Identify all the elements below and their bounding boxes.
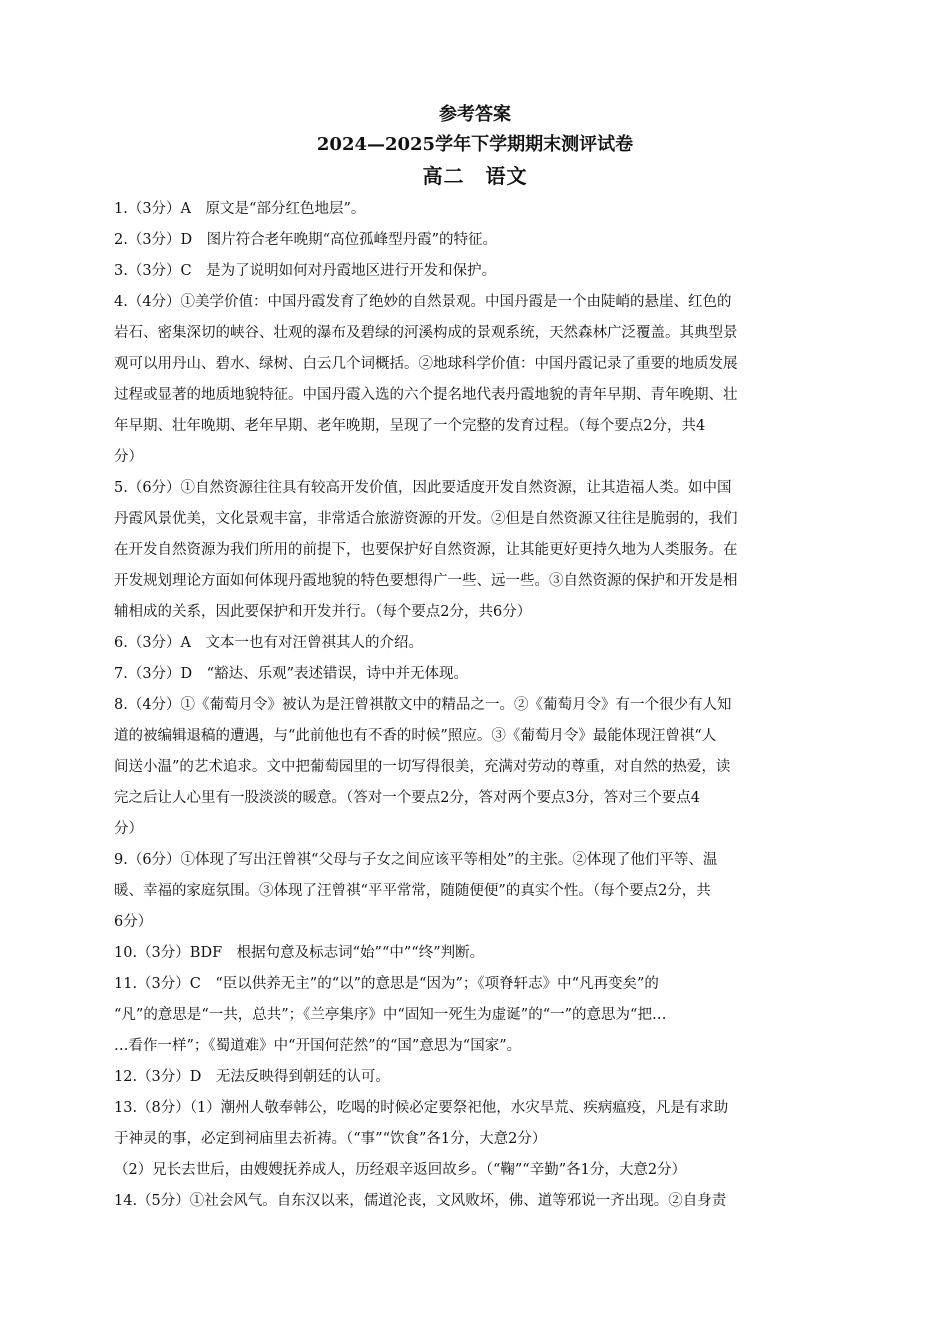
- answer-line: 9.（6分）①体现了写出汪曾祺“父母与子女之间应该平等相处”的主张。②体现了他们平等、温: [114, 852, 718, 868]
- answer-line: 间送小温”的艺术追求。文中把葡萄园里的一切写得很美，充满对劳动的尊重，对自然的热爱，读: [114, 759, 731, 775]
- answer-line: 14.（5分）①社会风气。自东汉以来，儒道沦丧，文风败坏，佛、道等邪说一齐出现。②自身责: [114, 1193, 727, 1209]
- answer-line: “凡”的意思是“一共，总共”；《兰亭集序》中“固知一死生为虚诞”的“一”的意思为“把…: [114, 1007, 667, 1023]
- answer-line: （2）兄长去世后，由嫂嫂抚养成人，历经艰辛返回故乡。（“鞠”“辛勤”各1分，大意2分）: [114, 1162, 687, 1178]
- answer-line: 7.（3分）D “豁达、乐观”表述错误，诗中并无体现。: [114, 666, 469, 682]
- answer-line: 丹霞风景优美，文化景观丰富，非常适合旅游资源的开发。②但是自然资源又往往是脆弱的，我们: [114, 511, 738, 527]
- answer-line: 分）: [114, 449, 143, 465]
- answer-line: 道的被编辑退稿的遭遇，与“此前他也有不香的时候”照应。③《葡萄月令》最能体现汪曾祺“人: [114, 728, 717, 744]
- exam-title: 2024—2025学年下学期期末测评试卷: [316, 134, 634, 155]
- answer-line: 2.（3分）D 图片符合老年晚期“高位孤峰型丹霞”的特征。: [114, 232, 498, 248]
- answer-line: 完之后让人心里有一股淡淡的暖意。（答对一个要点2分，答对两个要点3分，答对三个要点4: [114, 790, 700, 806]
- answer-line: 12.（3分）D 无法反映得到朝廷的认可。: [114, 1069, 390, 1085]
- answer-line: 5.（6分）①自然资源往往具有较高开发价值，因此要适度开发自然资源，让其造福人类。如中国: [114, 480, 732, 496]
- title-block: [0, 100, 950, 192]
- page-title: 参考答案: [439, 104, 511, 125]
- answer-line: 暖、幸福的家庭氛围。③体现了汪曾祺“平平常常，随随便便”的真实个性。（每个要点2分，共: [114, 883, 711, 899]
- answer-line: 6.（3分）A 文本一也有对汪曾祺其人的介绍。: [114, 635, 424, 651]
- answer-line: 1.（3分）A 原文是“部分红色地层”。: [114, 201, 366, 217]
- answer-line: 年早期、壮年晚期、老年早期、老年晚期，呈现了一个完整的发育过程。（每个要点2分，共4: [114, 418, 706, 434]
- answer-line: 观可以用丹山、碧水、绿树、白云几个词概括。②地球科学价值：中国丹霞记录了重要的地质发展: [114, 356, 738, 372]
- answer-body: [114, 194, 836, 1217]
- answer-line: 辅相成的关系，因此要保护和开发并行。（每个要点2分，共6分）: [114, 604, 532, 620]
- answer-line: …看作一样”；《蜀道难》中“开国何茫然”的“国”意思为“国家”。: [114, 1038, 522, 1054]
- answer-line: 6分）: [114, 914, 153, 930]
- answer-line: 3.（3分）C 是为了说明如何对丹霞地区进行开发和保护。: [114, 263, 497, 279]
- answer-line: 在开发自然资源为我们所用的前提下，也要保护好自然资源，让其能更好更持久地为人类服务。在: [114, 542, 738, 558]
- answer-line: 8.（4分）①《葡萄月令》被认为是汪曾祺散文中的精品之一。②《葡萄月令》有一个很少有人知: [114, 697, 732, 713]
- subject-title: 高二 语文: [422, 164, 528, 188]
- answer-line: 岩石、密集深切的峡谷、壮观的瀑布及碧绿的河溪构成的景观系统，天然森林广泛覆盖。其典型景: [114, 325, 738, 341]
- answer-line: 4.（4分）①美学价值：中国丹霞发育了绝妙的自然景观。中国丹霞是一个由陡峭的悬崖、红色的: [114, 294, 732, 310]
- answer-line: 分）: [114, 821, 143, 837]
- answer-line: 开发规划理论方面如何体现丹霞地貌的特色要想得广一些、远一些。③自然资源的保护和开发是相: [114, 573, 738, 589]
- answer-line: 于神灵的事，必定到祠庙里去祈祷。（“事”“饮食”各1分，大意2分）: [114, 1131, 547, 1147]
- answer-line: 11.（3分）C “臣以供养无主”的“以”的意思是“因为”；《项脊轩志》中“凡再变矣”的: [114, 976, 659, 992]
- answer-line: 过程或显著的地质地貌特征。中国丹霞入选的六个提名地代表丹霞地貌的青年早期、青年晚期、壮: [114, 387, 738, 403]
- answer-line: 10.（3分）BDF 根据句意及标志词“始”“中”“终”判断。: [114, 945, 485, 961]
- answer-line: 13.（8分）（1）潮州人敬奉韩公，吃喝的时候必定要祭祀他，水灾旱荒、疾病瘟疫，凡是有求助: [114, 1100, 729, 1116]
